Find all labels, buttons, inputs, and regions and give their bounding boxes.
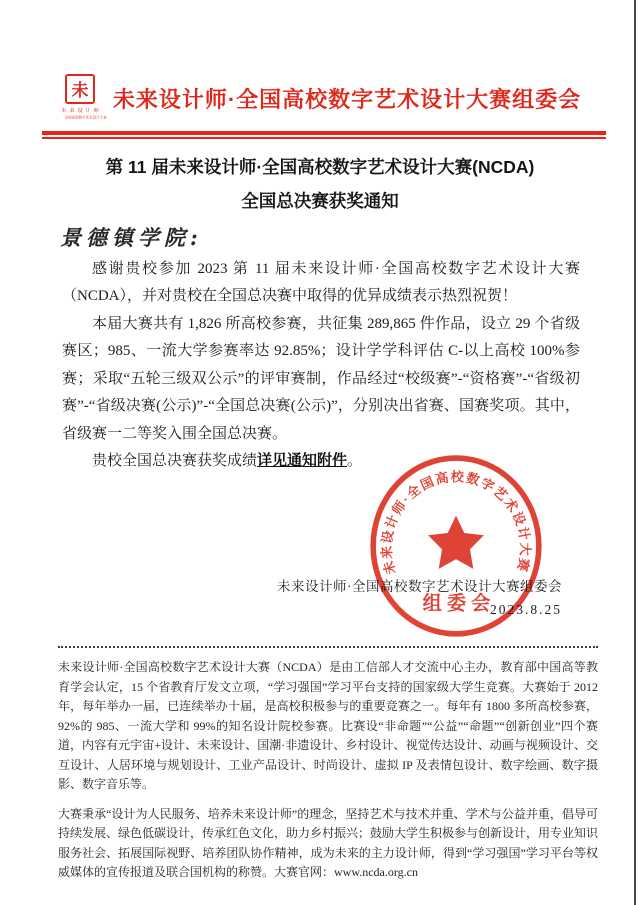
paragraph-thanks: 感谢贵校参加 2023 第 11 届未来设计师·全国高校数字艺术设计大赛（NCDA），并对贵校在全国总决赛中取得的优异成绩表示热烈祝贺！ [62,261,580,305]
attachment-sentence-suffix: 。 [347,453,363,470]
logo-subcaption: 全国高校数字艺术设计大赛 [64,116,107,120]
scan-page-edge [634,0,636,905]
letterhead [58,74,592,122]
seal-center-label: 组委会 [422,593,496,615]
attachment-link[interactable]: 详见通知附件 [257,453,348,470]
attachment-sentence-prefix: 贵校全国总决赛获奖成绩 [92,453,258,470]
document-title [40,150,600,218]
letterhead-divider-thin-line [42,137,606,139]
website-url: www.ncda.org.cn [334,865,418,880]
document-title-line2: 全国总决赛获奖通知 [241,191,399,212]
competition-logo-icon: 未 [65,74,95,104]
addressee-handwritten: 景德镇学院: [60,225,203,250]
letterhead-org-name: 未来设计师·全国高校数字艺术设计大赛组委会 [112,86,582,112]
logo-caption: 未 来 设 计 师 [61,108,100,114]
official-seal [365,452,547,644]
footer-about-paragraph1: 未来设计师·全国高校数字艺术设计大赛（NCDA）是由工信部人才交流中心主办，教育部中国高等教育学会认定，15 个省教育厅发文立项，“学习强国”学习平台支持的国家级大学生竞赛。大赛始于 2012 年，每年举办一届，已连续举办十届，是高校积极参与的重要竞赛之一。每年有 1800 多所高校参赛，92%的 985、一流大学和 99%的知名设计院校参赛。比赛设“非命题”“公益”“命题”“创新创业”四个赛道，内容有元宇宙+设计、未来设计、国潮·非遗设计、乡村设计、视觉传达设计、动画与视频设计、交互设计、人居环境与规划设计、工业产品设计、时尚设计、虚拟 IP 及表情包设计、数字绘画、数字摄影、数字音乐等。 [58,660,598,792]
footer-about-paragraph2-text: 大赛秉承“设计为人民服务、培养未来设计师”的理念，坚持艺术与技术并重、学术与公益并重，倡导可持续发展、绿色低碳设计，传承红色文化，助力乡村振兴；鼓励大学生积极参与创新设计，用专业知识服务社会、拓展国际视野、培养团队协作精神，成为未来的主力设计师，得到“学习强国”学习平台等权威媒体的宣传报道及联合国机构的称赞。大赛官网： [58,806,599,880]
document-title-line1: 第 11 届未来设计师·全国高校数字艺术设计大赛(NCDA) [105,157,535,177]
footer-about-section [58,646,598,893]
letter-body [62,256,580,476]
letterhead-divider-thick-line [42,131,606,135]
seal-ring-text: 未来设计师·全国高校数字艺术设计大赛 [379,469,533,577]
paragraph-competition-stats: 本届大赛共有 1,826 所高校参赛，共征集 289,865 件作品，设立 29 个省级赛区；985、一流大学参赛率达 92.85%；设计学学科评估 C-以上高校 100%参赛；采取“五轮三级双公示”的评审赛制，作品经过“校级赛”-“资格赛”-“省级初赛”-“省级决赛(公示)”-“全国总决赛(公示)”，分别决出省赛、国赛奖项。其中，省级赛一二等奖入围全国总决赛。 [62,315,580,442]
signature-date: 2023.8.25 [490,602,562,617]
signature-org: 未来设计师·全国高校数字艺术设计大赛组委会 [277,579,562,594]
letterhead-divider [42,131,606,139]
competition-logo [58,74,107,122]
footer-about-paragraph2 [58,805,598,883]
seal-star-icon [428,516,484,569]
